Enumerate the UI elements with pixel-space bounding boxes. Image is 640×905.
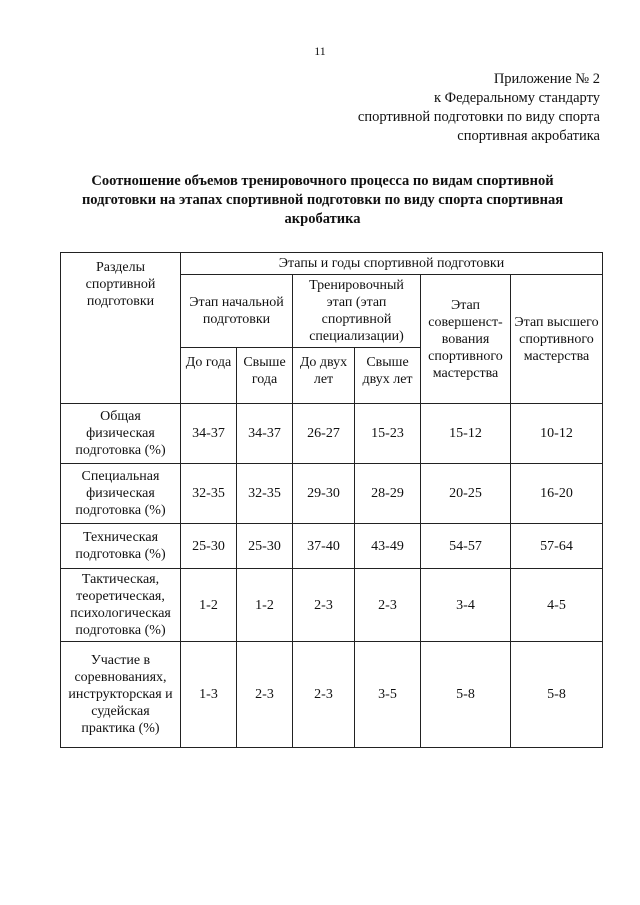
table-cell: 26-27 [293, 404, 355, 464]
row-label: Участие в соревнованиях, инструкторская и судейская практика (%) [61, 642, 181, 748]
table-cell: 57-64 [511, 524, 603, 569]
document-title: Соотношение объемов тренировочного процесса по видам спортивной подготовки на этапах спортивной подготовки по виду спорта спортивная акробатика [81, 173, 564, 227]
stage-highest-header: Этап высшего спортивного мастерства [511, 275, 603, 404]
table-cell: 1-2 [181, 569, 237, 642]
table-cell: 10-12 [511, 404, 603, 464]
table-row [61, 524, 603, 569]
stage-training-header: Тренировочный этап (этап спортивной специализации) [293, 275, 421, 348]
table-cell: 2-3 [355, 569, 421, 642]
table-cell: 3-5 [355, 642, 421, 748]
sub-training-2: Свыше двух лет [355, 348, 421, 404]
table-row [61, 569, 603, 642]
table-cell: 2-3 [293, 642, 355, 748]
table-cell: 4-5 [511, 569, 603, 642]
table-cell: 16-20 [511, 464, 603, 524]
table-cell: 15-23 [355, 404, 421, 464]
row-label: Тактическая, теоретическая, психологическая подготовка (%) [61, 569, 181, 642]
stages-header-cell: Этапы и годы спортивной подготовки [181, 253, 603, 275]
appendix-line: спортивной подготовки по виду спорта [357, 109, 600, 125]
table-row [61, 464, 603, 524]
table-cell: 32-35 [181, 464, 237, 524]
appendix-line: Приложение № 2 [493, 71, 600, 87]
table-cell: 34-37 [237, 404, 293, 464]
table-cell: 5-8 [511, 642, 603, 748]
table-cell: 2-3 [293, 569, 355, 642]
table-cell: 2-3 [237, 642, 293, 748]
appendix-line: спортивная акробатика [457, 128, 600, 144]
table-cell: 32-35 [237, 464, 293, 524]
table-cell: 1-2 [237, 569, 293, 642]
table-row [61, 642, 603, 748]
table-cell: 15-12 [421, 404, 511, 464]
table-row [61, 404, 603, 464]
section-header-cell: Разделы спортивной подготовки [61, 253, 181, 404]
table-cell: 37-40 [293, 524, 355, 569]
row-label: Техническая подготовка (%) [61, 524, 181, 569]
row-label: Специальная физическая подготовка (%) [61, 464, 181, 524]
sub-initial-1: До года [181, 348, 237, 404]
table-cell: 25-30 [181, 524, 237, 569]
table-cell: 54-57 [421, 524, 511, 569]
table-cell: 3-4 [421, 569, 511, 642]
appendix-header [280, 70, 600, 146]
ratio-table-wrapper [60, 252, 603, 748]
row-label: Общая физическая подготовка (%) [61, 404, 181, 464]
page-number: 11 [314, 44, 326, 58]
sub-training-1: До двух лет [293, 348, 355, 404]
appendix-line: к Федеральному стандарту [433, 90, 600, 106]
stage-improvement-header: Этап совершенст-вования спортивного мастерства [421, 275, 511, 404]
table-cell: 34-37 [181, 404, 237, 464]
table-cell: 25-30 [237, 524, 293, 569]
table-cell: 1-3 [181, 642, 237, 748]
table-cell: 20-25 [421, 464, 511, 524]
table-cell: 28-29 [355, 464, 421, 524]
training-ratio-table [60, 252, 603, 748]
table-cell: 29-30 [293, 464, 355, 524]
table-cell: 43-49 [355, 524, 421, 569]
stage-initial-header: Этап начальной подготовки [181, 275, 293, 348]
sub-initial-2: Свыше года [237, 348, 293, 404]
table-cell: 5-8 [421, 642, 511, 748]
